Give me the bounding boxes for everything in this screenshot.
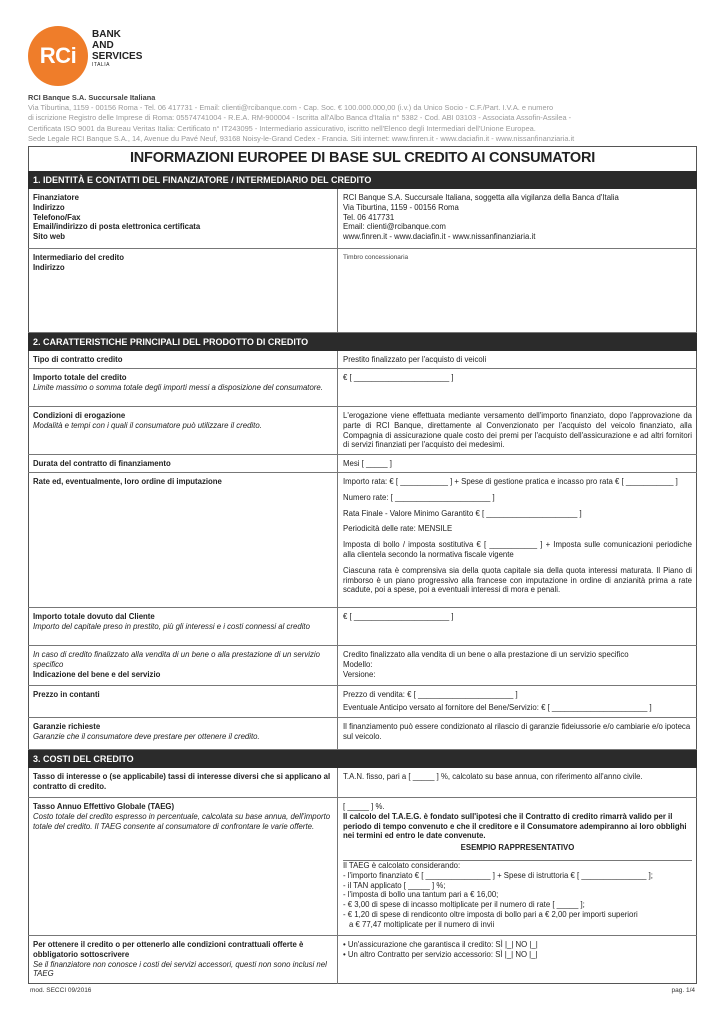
intermediario-value: [338, 249, 697, 332]
rate-label-cell: [28, 473, 338, 607]
value: - il TAN applicato [ _____ ] %;: [343, 880, 446, 890]
value: Versione:: [343, 669, 376, 679]
description: Costo totale del credito espresso in percentuale, calcolata su base annua, dell'importo totale del credito. Il TAEG consente al consumatore di confrontare le varie offerte.: [33, 811, 331, 831]
importo-label-cell: [28, 369, 338, 406]
value: Eventuale Anticipo versato al fornitore del Bene/Servizio: € [ ______________________ ]: [343, 702, 652, 712]
value: Il finanziamento può essere condizionato al rilascio di garanzie fideiussorie e/o cambiarie e/o ipoteca sul veicolo.: [343, 722, 691, 741]
logo-wordmark: [92, 29, 142, 69]
footer-model: mod. SECCI 09/2016: [30, 987, 92, 994]
value: www.finren.it - www.daciafin.it - www.nissanfinanziaria.it: [343, 232, 536, 242]
label: Sito web: [33, 232, 66, 242]
logo-line: BANK: [92, 29, 121, 40]
value: Via Tiburtina, 1159 - 00156 Roma: [343, 202, 459, 212]
label: Prezzo in contanti: [33, 690, 100, 699]
value: Periodicità delle rate: MENSILE: [343, 524, 453, 534]
description: Garanzie che il consumatore deve prestare per ottenere il credito.: [33, 731, 260, 741]
label: Indirizzo: [33, 262, 65, 272]
company-line: Certificata ISO 9001 da Bureau Veritas Italia: Certificato n° IT243095 - Intermediario assicurativo, iscritto nell'Elenco degli Intermediari dell'Unione Europea.: [28, 123, 536, 133]
label: Email/indirizzo di posta elettronica certificata: [33, 222, 201, 232]
finanziatore-values: [338, 189, 697, 248]
label: Importo totale del credito: [33, 373, 127, 382]
durata-value-cell: [338, 455, 697, 472]
importo-value-cell: [338, 369, 697, 406]
section-2-heading: 2. CARATTERISTICHE PRINCIPALI DEL PRODOTTO DI CREDITO: [28, 333, 697, 351]
row-bene-servizio: [28, 646, 697, 686]
taeg-note: Il calcolo del T.A.E.G. è fondato sull'ipotesi che il Contratto di credito rimarrà valido per il periodo di tempo convenuto e che il creditore e il Consumatore adempiranno ai loro obblighi nei termini ed entro le date convenute.: [343, 811, 687, 841]
value: Mesi [ _____ ]: [343, 459, 392, 468]
label: Intermediario del credito: [33, 253, 124, 262]
section-3-heading: 3. COSTI DEL CREDITO: [28, 750, 697, 768]
obblig-label-cell: [28, 936, 338, 984]
divider: [343, 860, 692, 861]
label: Indicazione del bene e del servizio: [33, 669, 161, 679]
label: Tasso di interesse o (se applicabile) tassi di interesse diversi che si applicano al contratto di credito.: [33, 772, 331, 791]
row-tassi: [28, 768, 697, 798]
value: L'erogazione viene effettuata mediante versamento dell'importo finanziato, dopo l'approvazione da parte di RCI Banque, direttamente al Convenzionato per l'acquisto del veicolo finanziato, alla Compagnia di assicurazione quale costo dei premi per l'acquisto dell'assicurazione e ad altri fornitori di servizi finanziati per l'acquisto dei medesimi.: [343, 411, 692, 450]
row-rate: [28, 473, 697, 608]
logo-line: AND: [92, 40, 114, 51]
value: - € 3,00 di spese di incasso moltiplicate per il numero di rate [ _____ ];: [343, 900, 585, 910]
row-obbligatorio: [28, 936, 697, 984]
company-name: RCI Banque S.A. Succursale Italiana: [28, 93, 156, 102]
company-line: Via Tiburtina, 1159 - 00156 Roma - Tel. 06 417731 - Email: clienti@rcibanque.com - Cap. Soc. € 100.000.000,00 (i.v.) da Unico Socio - C.F./Part. I.V.A. e numero: [28, 103, 554, 113]
description: Modalità e tempi con i quali il consumatore può utilizzare il credito.: [33, 420, 262, 430]
label: Per ottenere il credito o per ottenerlo alle condizioni contrattuali offerte è obbligatorio sottoscrivere: [33, 940, 304, 959]
footer-page-number: pag. 1/4: [671, 987, 695, 994]
value: Numero rate: [ ______________________ ]: [343, 492, 495, 502]
value: Il TAEG è calcolato considerando:: [343, 860, 461, 870]
logo-line: ITALIA: [92, 62, 110, 68]
row-finanziatore: [28, 189, 697, 249]
description: In caso di credito finalizzato alla vendita di un bene o alla prestazione di un servizio specifico: [33, 650, 320, 669]
tipo-label-cell: [28, 351, 338, 368]
value: a € 77,47 moltiplicate per il numero di invii: [349, 919, 495, 929]
tassi-value-cell: [338, 768, 697, 797]
vendita-label-cell: [28, 646, 338, 685]
company-info: [28, 93, 698, 144]
rci-logo: RCi: [28, 26, 88, 86]
value: Prezzo di vendita: € [ ______________________ ]: [343, 690, 518, 699]
garanzie-value-cell: [338, 718, 697, 749]
tipo-value-cell: [338, 351, 697, 368]
value: € [ ______________________ ]: [343, 373, 454, 382]
row-condizioni: [28, 407, 697, 455]
label: Tasso Annuo Effettivo Globale (TAEG): [33, 802, 175, 811]
condizioni-label-cell: [28, 407, 338, 454]
intermediario-labels: [28, 249, 338, 332]
taeg-label-cell: [28, 798, 338, 935]
value: € [ ______________________ ]: [343, 612, 454, 621]
value: Imposta di bollo / imposta sostitutiva € [ ___________ ] + Imposta sulle comunicazioni periodiche alla clientela secondo la normativa fiscale vigente: [343, 540, 692, 559]
tassi-label-cell: [28, 768, 338, 797]
row-intermediario: [28, 249, 697, 333]
logo-line: SERVICES: [92, 51, 143, 62]
description: Importo del capitale preso in prestito, più gli interessi e i costi connessi al credito: [33, 621, 310, 631]
value: RCI Banque S.A. Succursale Italiana, soggetta alla vigilanza della Banca d'Italia: [343, 193, 619, 202]
prezzo-label-cell: [28, 686, 338, 717]
finanziatore-labels: [28, 189, 338, 248]
company-line: Sede Legale RCI Banque S.A., 14, Avenue du Pavé Neuf, 93168 Noisy-le-Grand Cedex - Francia. Siti internet: www.finren.it - www.daciafin.it - www.nissanfinanziaria.it: [28, 133, 575, 143]
timbro-label: Timbro concessionaria: [343, 254, 409, 261]
condizioni-value-cell: [338, 407, 697, 454]
esempio-heading: ESEMPIO RAPPRESENTATIVO: [460, 843, 575, 853]
row-garanzie: [28, 718, 697, 750]
row-taeg: [28, 798, 697, 936]
obblig-value-cell: [338, 936, 697, 984]
company-line: di iscrizione Registro delle Imprese di Roma: 05574741004 - R.E.A. RM-900004 - Iscritta all'Albo Banca d'Italia n° 5382 - Cod. ABI 03103 - Associata Assofin-Assilea -: [28, 113, 572, 123]
value: - l'importo finanziato € [ _______________ ] + Spese di istruttoria € [ _______________ ];: [343, 870, 653, 880]
value: Prestito finalizzato per l'acquisto di veicoli: [343, 355, 487, 364]
description: Se il finanziatore non conosce i costi dei servizi accessori, questi non sono inclusi nel TAEG: [33, 959, 327, 979]
label: Condizioni di erogazione: [33, 411, 126, 420]
row-importo-dovuto: [28, 608, 697, 646]
row-tipo-contratto: [28, 351, 697, 369]
durata-label-cell: [28, 455, 338, 472]
dovuto-value-cell: [338, 608, 697, 645]
label: Indirizzo: [33, 202, 65, 212]
garanzie-label-cell: [28, 718, 338, 749]
section-1-heading: 1. IDENTITÀ E CONTATTI DEL FINANZIATORE / INTERMEDIARIO DEL CREDITO: [28, 171, 697, 189]
label: Finanziatore: [33, 193, 79, 202]
label: Tipo di contratto credito: [33, 355, 123, 364]
vendita-value-cell: [338, 646, 697, 685]
value: Tel. 06 417731: [343, 212, 395, 222]
rate-value-cell: [338, 473, 697, 607]
label: Durata del contratto di finanziamento: [33, 459, 171, 468]
taeg-value-cell: [338, 798, 697, 935]
label: Rate ed, eventualmente, loro ordine di imputazione: [33, 477, 222, 486]
value: - l'imposta di bollo una tantum pari a € 16,00;: [343, 890, 499, 900]
row-importo-credito: [28, 369, 697, 407]
prezzo-value-cell: [338, 686, 697, 717]
value: [ _____ ] %.: [343, 802, 385, 811]
description: Limite massimo o somma totale degli importi messi a disposizione del consumatore.: [33, 382, 323, 392]
value: Importo rata: € [ ___________ ] + Spese di gestione pratica e incasso pro rata € [ ___________ ]: [343, 477, 678, 486]
label: Garanzie richieste: [33, 722, 101, 731]
label: Importo totale dovuto dal Cliente: [33, 612, 155, 621]
header: [28, 26, 698, 90]
row-durata: [28, 455, 697, 473]
value: Rata Finale - Valore Minimo Garantito € [ _____________________ ]: [343, 508, 582, 518]
page-title: INFORMAZIONI EUROPEE DI BASE SUL CREDITO AI CONSUMATORI: [129, 150, 596, 166]
value: Ciascuna rata è comprensiva sia della quota capitale sia della quota interessi maturata. Il Piano di rimborso è un piano progressivo alla francese con imputazione in ordine di anzianità prima a rate scadute, poi a spese, poi a eventuali interessi di mora e penali.: [343, 565, 692, 595]
dovuto-label-cell: [28, 608, 338, 645]
checkbox-line: • Un altro Contratto per servizio accessorio: SÌ |_| NO |_|: [343, 949, 538, 959]
value: Credito finalizzato alla vendita di un bene o alla prestazione di un servizio specifico: [343, 650, 629, 659]
value: T.A.N. fisso, pari a [ _____ ] %, calcolato su base annua, con riferimento all'anno civile.: [343, 772, 643, 781]
value: - € 1,20 di spese di rendiconto oltre imposta di bollo pari a € 2,00 per importi superiori: [343, 909, 638, 919]
value: Modello:: [343, 659, 373, 669]
checkbox-line: • Un'assicurazione che garantisca il credito: SÌ |_| NO |_|: [343, 940, 538, 949]
row-prezzo: [28, 686, 697, 718]
value: Email: clienti@rcibanque.com: [343, 222, 446, 232]
label: Telefono/Fax: [33, 212, 81, 222]
